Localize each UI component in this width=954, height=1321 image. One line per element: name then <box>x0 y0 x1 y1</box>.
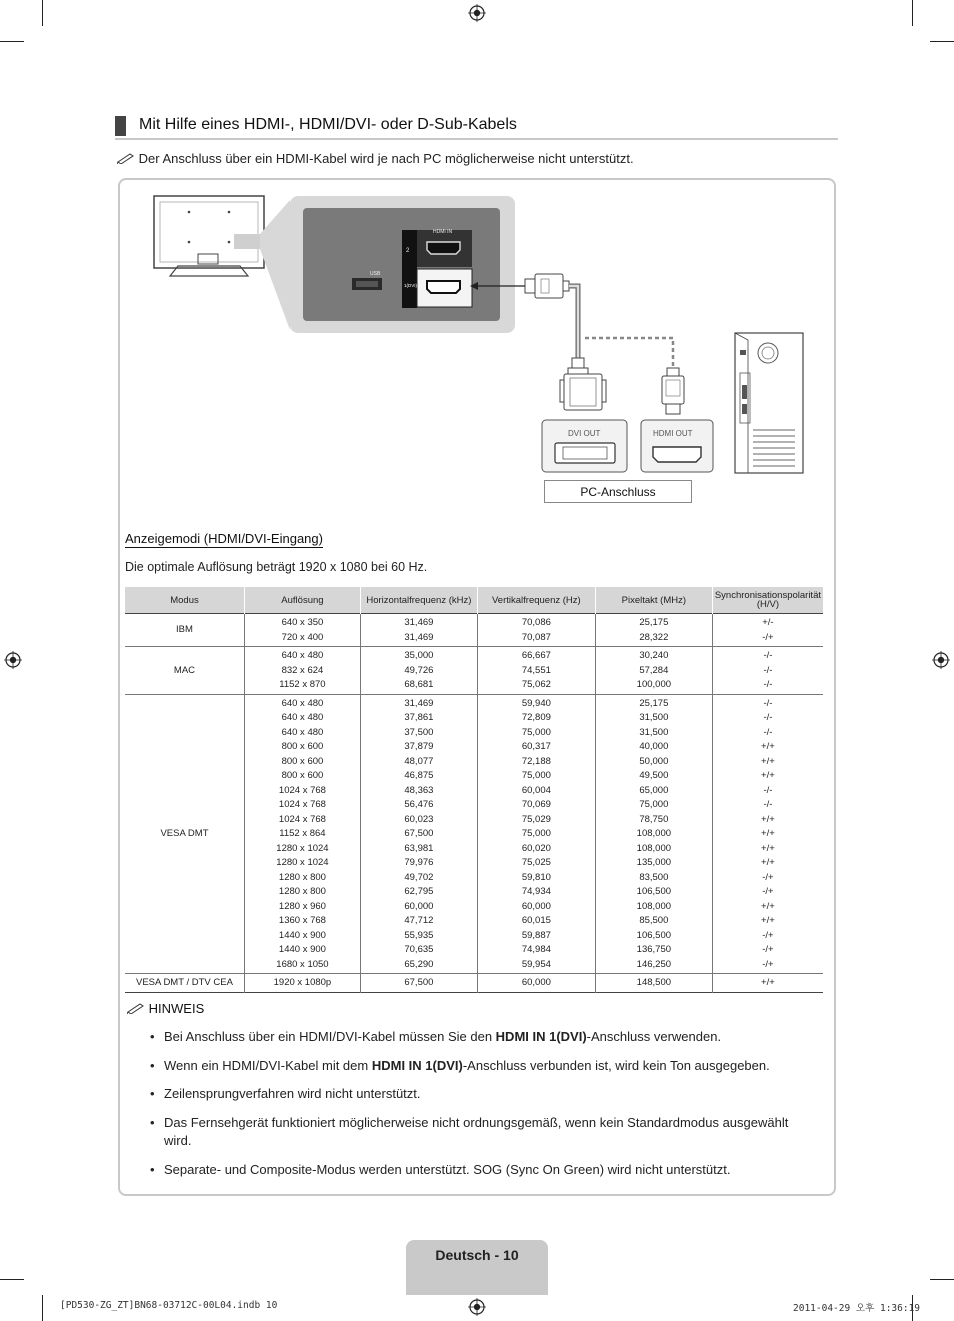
cell-value: 135,000 <box>636 857 672 868</box>
table-row <box>125 974 823 993</box>
hdmi-2-socket-icon <box>427 242 460 254</box>
cell-value: 30,240 <box>639 650 669 661</box>
imprint-date: 2011-04-29 오후 1:36:19 <box>793 1303 921 1314</box>
value-cell <box>244 974 360 993</box>
table-row <box>125 647 823 695</box>
cell-value: +/+ <box>761 828 775 839</box>
cell-value: 60,023 <box>404 813 434 825</box>
cell-value: 60,015 <box>521 915 551 926</box>
list-item-post: -Anschluss verwenden. <box>586 1029 722 1044</box>
value-cell <box>712 614 823 647</box>
crop-mark <box>42 0 43 26</box>
cell-value: 75,000 <box>521 726 551 738</box>
cell-value: -/+ <box>762 871 774 883</box>
cell-value: 74,551 <box>521 664 551 676</box>
hdmi-cable-dashed <box>585 338 673 370</box>
cell-value: 1680 x 1050 <box>276 958 329 970</box>
cell-value: 37,861 <box>404 712 434 723</box>
cell-value: 106,500 <box>636 886 672 897</box>
hdmi-out-port <box>641 420 713 472</box>
cell-value: 68,681 <box>404 679 434 690</box>
cell-value: 800 x 600 <box>281 770 324 781</box>
value-cell <box>360 614 477 647</box>
cell-value: 640 x 480 <box>281 697 324 709</box>
cell-value: -/+ <box>762 631 774 643</box>
cell-value: 70,635 <box>404 944 434 955</box>
crop-mark <box>930 1279 954 1280</box>
pencil-note-icon <box>127 1002 145 1014</box>
value-cell <box>477 647 595 695</box>
cell-value: 75,062 <box>521 679 551 690</box>
mode-cell: IBM <box>125 614 244 647</box>
cell-value: 62,795 <box>404 886 434 897</box>
cell-value: 55,935 <box>404 929 434 941</box>
heading-marker <box>115 116 126 136</box>
cell-value: 83,500 <box>639 871 669 883</box>
cell-value: 1152 x 864 <box>279 828 326 839</box>
cell-value: 75,000 <box>639 799 669 810</box>
cell-value: 75,000 <box>521 770 551 781</box>
hinweis-heading <box>127 1001 204 1016</box>
cell-value: 47,712 <box>404 915 434 926</box>
cell-value: 65,290 <box>404 958 434 970</box>
value-cell <box>712 647 823 695</box>
list-item-post: -Anschluss verbunden ist, wird kein Ton ausgegeben. <box>462 1057 770 1073</box>
cell-value: 1280 x 800 <box>278 886 326 897</box>
value-cell <box>244 614 360 647</box>
cell-value: 56,476 <box>404 799 434 810</box>
imprint-file: [PD530-ZG_ZT]BN68-03712C-00L04.indb 10 <box>60 1300 278 1311</box>
cell-value: 37,500 <box>404 726 434 738</box>
cell-value: 59,810 <box>521 871 551 883</box>
cell-value: 31,500 <box>639 712 669 723</box>
cell-value: 66,667 <box>521 650 551 661</box>
cell-value: 31,469 <box>404 697 434 709</box>
cell-value: 60,000 <box>521 900 551 912</box>
cell-value: 800 x 600 <box>281 755 324 767</box>
value-cell <box>712 694 823 974</box>
cable-note-text: Der Anschluss über ein HDMI-Kabel wird je nach PC möglicherweise nicht unterstützt. <box>138 151 634 166</box>
hdmi-in-label: HDMI IN <box>433 229 453 235</box>
section-title: Mit Hilfe eines HDMI-, HDMI/DVI- oder D-Sub-Kabels <box>139 116 517 133</box>
pencil-note-icon <box>117 152 135 164</box>
cell-value: 65,000 <box>639 784 669 796</box>
cell-value: 78,750 <box>639 813 669 825</box>
cell-value: +/+ <box>761 755 775 767</box>
value-cell <box>595 647 712 695</box>
cell-value: 60,000 <box>404 900 434 912</box>
cell-value: -/- <box>763 726 773 738</box>
cell-value: -/+ <box>762 958 774 970</box>
cell-value: -/- <box>763 650 773 661</box>
list-item <box>150 1028 810 1047</box>
cell-value: +/+ <box>761 770 775 781</box>
cell-value: 50,000 <box>639 755 669 767</box>
cell-value: 85,500 <box>639 915 669 926</box>
cell-value: 31,469 <box>404 631 434 643</box>
value-cell <box>595 974 712 993</box>
cell-value: 1280 x 1024 <box>276 842 329 854</box>
hinweis-list <box>150 1028 810 1189</box>
list-item <box>150 1161 810 1180</box>
cell-value: -/+ <box>762 944 774 955</box>
crop-mark <box>0 41 24 42</box>
cell-value: 37,879 <box>404 741 434 752</box>
mode-cell: MAC <box>125 647 244 695</box>
cell-value: 49,726 <box>404 664 434 676</box>
cell-value: 1360 x 768 <box>278 915 326 926</box>
cell-value: 72,188 <box>521 755 551 767</box>
value-cell <box>477 614 595 647</box>
cell-value: 106,500 <box>636 929 672 941</box>
value-cell <box>360 974 477 993</box>
cell-value: 60,004 <box>521 784 551 796</box>
value-cell <box>595 614 712 647</box>
cell-value: -/- <box>763 712 773 723</box>
cell-value: 148,500 <box>636 977 672 988</box>
port-1-label: 1(DVI) <box>404 283 418 288</box>
cell-value: 60,020 <box>521 842 551 854</box>
cell-value: +/+ <box>761 813 775 825</box>
tv-back-illustration <box>154 196 264 276</box>
cell-value: -/- <box>763 697 773 709</box>
column-header: Auflösung <box>244 587 360 614</box>
value-cell <box>595 694 712 974</box>
column-header: Modus <box>125 587 244 614</box>
section-heading <box>115 114 838 140</box>
registration-mark-icon <box>468 4 486 22</box>
crop-mark <box>42 1295 43 1321</box>
cell-value: +/+ <box>761 900 775 912</box>
hdmi-plug-pc-icon <box>662 368 684 414</box>
svg-text:USB: USB <box>370 271 381 277</box>
cell-value: 70,069 <box>521 799 551 810</box>
cell-value: 70,087 <box>521 631 551 643</box>
cell-value: 1024 x 768 <box>278 784 326 796</box>
cell-value: 67,500 <box>404 977 434 988</box>
cell-value: 25,175 <box>639 617 669 628</box>
value-cell <box>244 694 360 974</box>
crop-mark <box>912 0 913 26</box>
cable-note <box>117 151 634 166</box>
table-body <box>125 614 823 993</box>
cell-value: 75,029 <box>521 813 551 825</box>
cell-value: 1152 x 870 <box>279 679 326 690</box>
crop-mark <box>930 41 954 42</box>
cell-value: -/- <box>763 664 773 676</box>
cell-value: 108,000 <box>636 842 672 854</box>
registration-mark-icon <box>4 651 22 669</box>
pc-tower-illustration <box>735 333 803 473</box>
cell-value: 40,000 <box>639 741 669 752</box>
hdmi-dvi-cable <box>569 286 578 360</box>
cell-value: 1280 x 960 <box>278 900 326 912</box>
cell-value: 59,887 <box>521 929 551 941</box>
list-item-bold: HDMI IN 1(DVI) <box>371 1057 463 1073</box>
cell-value: 35,000 <box>404 650 434 661</box>
mode-cell: VESA DMT <box>125 694 244 974</box>
registration-mark-icon <box>468 1298 486 1316</box>
hdmi-1-socket-icon <box>427 281 460 293</box>
dvi-out-port <box>542 420 627 472</box>
connection-diagram <box>150 190 810 510</box>
cell-value: +/+ <box>761 977 775 988</box>
column-header: Horizontalfrequenz (kHz) <box>360 587 477 614</box>
cell-value: 832 x 624 <box>281 664 324 676</box>
cell-value: 108,000 <box>636 828 672 839</box>
cell-value: +/- <box>762 617 774 628</box>
cell-value: 640 x 480 <box>281 712 324 723</box>
cell-value: 1920 x 1080p <box>273 977 332 988</box>
registration-mark-icon <box>932 651 950 669</box>
cell-value: 1024 x 768 <box>278 813 326 825</box>
cell-value: 74,934 <box>521 886 551 897</box>
cell-value: 60,317 <box>521 741 551 752</box>
page-number: Deutsch - 10 <box>435 1247 519 1263</box>
cell-value: 28,322 <box>639 631 669 643</box>
table-row <box>125 694 823 974</box>
column-header: Pixeltakt (MHz) <box>595 587 712 614</box>
cell-value: -/+ <box>762 886 774 897</box>
cell-value: 57,284 <box>639 664 669 676</box>
cell-value: -/+ <box>762 929 774 941</box>
cell-value: 48,363 <box>404 784 434 796</box>
display-modes-table <box>125 587 823 993</box>
list-item-pre: Das Fernsehgerät funktioniert möglicherweise nicht ordnungsgemäß, wenn kein Standardmodus ausgewählt wird. <box>164 1114 789 1148</box>
modes-heading: Anzeigemodi (HDMI/DVI-Eingang) <box>125 531 323 546</box>
cell-value: -/- <box>763 784 773 796</box>
value-cell <box>244 647 360 695</box>
value-cell <box>712 974 823 993</box>
cell-value: 1440 x 900 <box>278 944 326 955</box>
cell-value: 800 x 600 <box>281 741 324 752</box>
cell-value: 640 x 480 <box>281 726 324 738</box>
list-item <box>150 1085 810 1104</box>
list-item-pre: Wenn ein HDMI/DVI-Kabel mit dem <box>164 1057 372 1073</box>
value-cell <box>477 694 595 974</box>
table-header-row <box>125 587 823 614</box>
list-item-bold: HDMI IN 1(DVI) <box>495 1029 587 1044</box>
cell-value: 1440 x 900 <box>278 929 326 941</box>
value-cell <box>477 974 595 993</box>
cell-value: 48,077 <box>404 755 434 767</box>
cell-value: 75,000 <box>521 828 551 839</box>
cell-value: 60,000 <box>521 977 551 988</box>
cell-value: 1280 x 800 <box>278 871 326 883</box>
cell-value: 70,086 <box>521 617 551 628</box>
list-item <box>150 1114 810 1151</box>
cell-value: 640 x 480 <box>281 650 324 661</box>
cell-value: +/+ <box>761 915 775 926</box>
column-header: Synchronisationspolarität (H/V) <box>712 587 823 614</box>
cell-value: 49,500 <box>639 770 669 781</box>
list-item-pre: Zeilensprungverfahren wird nicht unterstützt. <box>164 1086 421 1101</box>
dvi-plug-icon <box>560 358 606 410</box>
crop-mark <box>0 1279 24 1280</box>
cell-value: 31,500 <box>639 726 669 738</box>
cell-value: 75,025 <box>521 857 551 868</box>
cell-value: 49,702 <box>404 871 434 883</box>
cell-value: 63,981 <box>404 842 434 854</box>
hdmi-port-strip <box>402 230 417 308</box>
cell-value: 136,750 <box>636 944 672 955</box>
cell-value: 1024 x 768 <box>278 799 326 810</box>
list-item-pre: Separate- und Composite-Modus werden unterstützt. SOG (Sync On Green) wird nicht unterstützt. <box>164 1161 731 1177</box>
cell-value: +/+ <box>761 842 775 854</box>
cell-value: 25,175 <box>639 697 669 709</box>
cell-value: -/- <box>763 799 773 810</box>
cell-value: +/+ <box>761 857 775 868</box>
cell-value: 108,000 <box>636 900 672 912</box>
column-header: Vertikalfrequenz (Hz) <box>477 587 595 614</box>
cell-value: 720 x 400 <box>281 631 324 643</box>
cell-value: 72,809 <box>521 712 551 723</box>
cell-value: 74,984 <box>521 944 551 955</box>
value-cell <box>360 694 477 974</box>
hdmi-out-label: HDMI OUT <box>653 429 693 438</box>
hdmi-plug-icon <box>525 274 569 298</box>
cell-value: 640 x 350 <box>281 617 324 628</box>
value-cell <box>360 647 477 695</box>
cell-value: 1280 x 1024 <box>276 857 329 868</box>
mode-cell: VESA DMT / DTV CEA <box>125 974 244 993</box>
pc-connection-label: PC-Anschluss <box>544 480 692 503</box>
cell-value: 59,940 <box>521 697 551 709</box>
list-item <box>150 1057 810 1076</box>
dvi-out-label: DVI OUT <box>568 429 601 438</box>
cell-value: 67,500 <box>404 828 434 839</box>
cell-value: 100,000 <box>636 679 672 690</box>
cell-value: -/- <box>763 679 773 690</box>
cell-value: 146,250 <box>636 958 672 970</box>
hinweis-title: HINWEIS <box>148 1001 205 1016</box>
cell-value: +/+ <box>761 741 775 752</box>
table-row <box>125 614 823 647</box>
list-item-pre: Bei Anschluss über ein HDMI/DVI-Kabel müssen Sie den <box>164 1029 496 1044</box>
cell-value: 31,469 <box>404 617 434 628</box>
optimal-resolution-text: Die optimale Auflösung beträgt 1920 x 1080 bei 60 Hz. <box>125 560 428 574</box>
cell-value: 46,875 <box>404 770 434 781</box>
cell-value: 79,976 <box>404 857 434 868</box>
port-2-label: 2 <box>406 248 410 254</box>
cell-value: 59,954 <box>521 958 551 970</box>
